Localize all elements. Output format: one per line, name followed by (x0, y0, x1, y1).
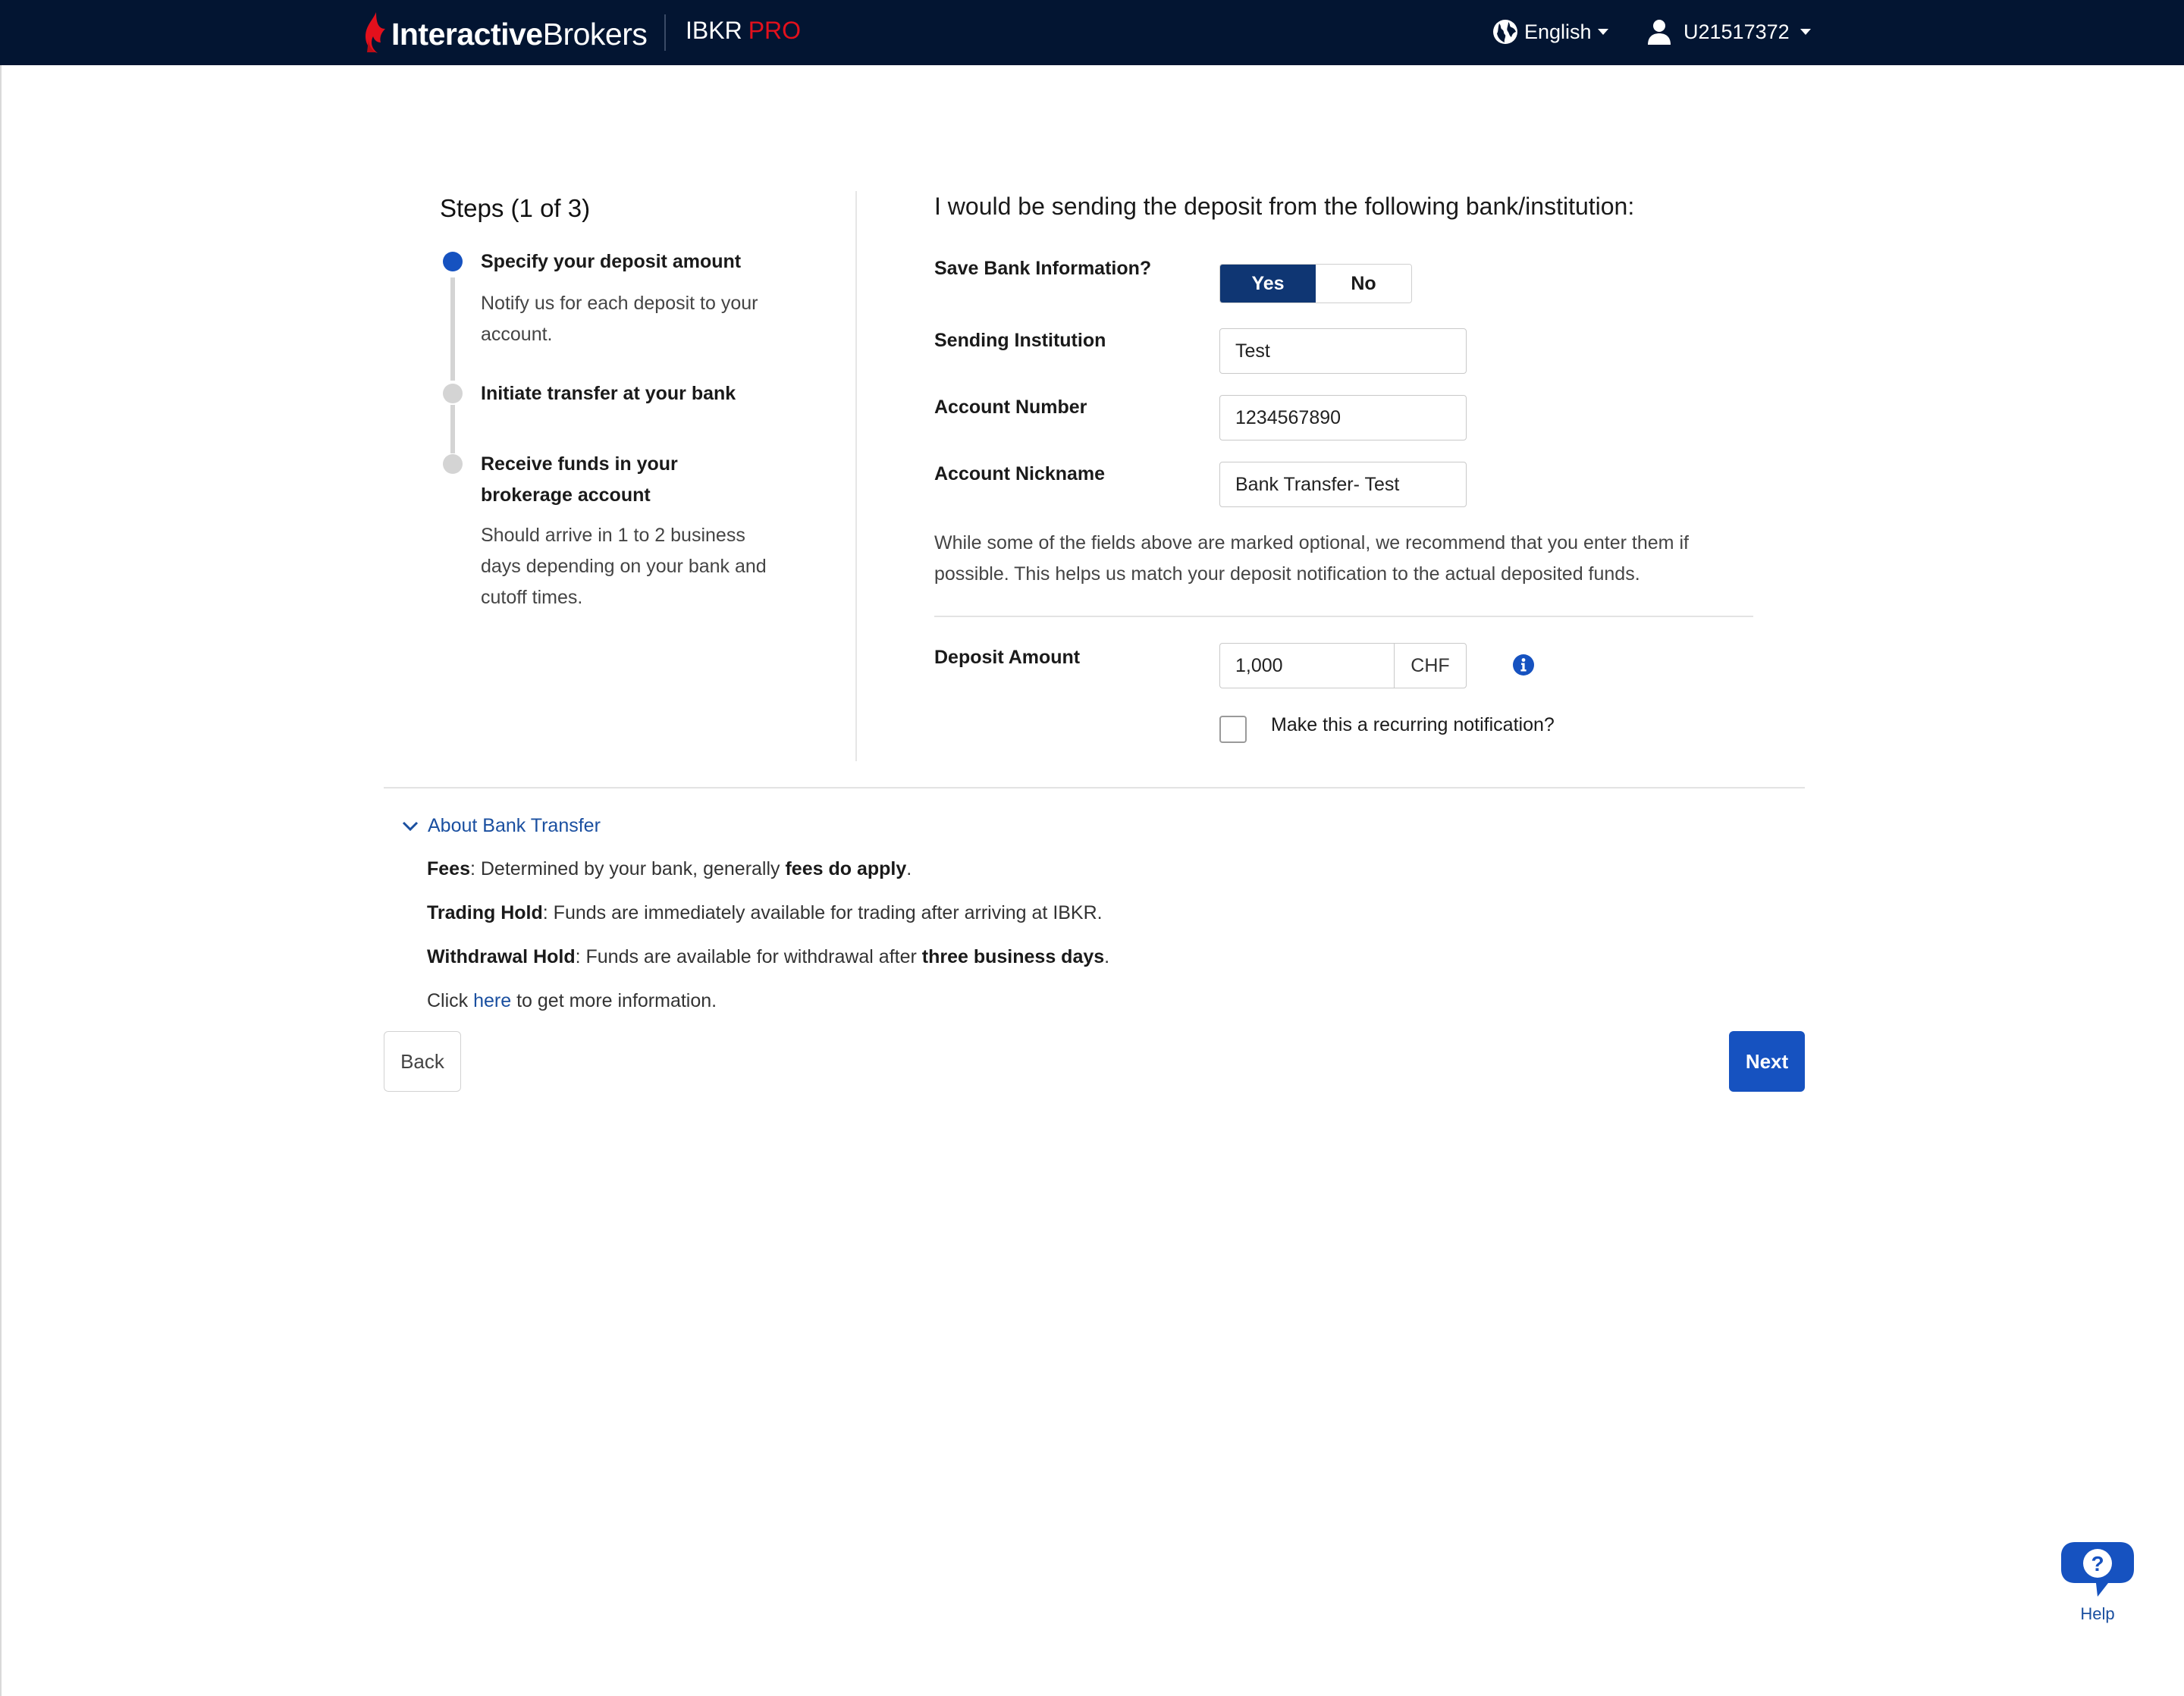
help-icon (2060, 1541, 2135, 1601)
about-bank-transfer-toggle[interactable] (402, 815, 601, 837)
sending-institution-label: Sending Institution (934, 330, 1106, 351)
brand-flame-icon (362, 12, 387, 53)
optional-fields-hint: While some of the fields above are marked optional, we recommend that you enter them if possible. This helps us match your deposit notification to the actual deposited funds. (934, 532, 1689, 585)
user-icon (1647, 19, 1671, 45)
account-dropdown[interactable] (1647, 15, 1811, 49)
step-3-indicator (443, 454, 463, 474)
step-3-label: Receive funds in your brokerage account (481, 453, 678, 506)
about-bank-transfer-label: About Bank Transfer (428, 815, 601, 836)
chevron-down-icon (1800, 29, 1811, 35)
account-id: U21517372 (1684, 20, 1790, 43)
svg-text:?: ? (2091, 1552, 2104, 1575)
currency-addon: CHF (1394, 643, 1467, 688)
save-no-button[interactable]: No (1316, 265, 1411, 303)
recurring-checkbox[interactable] (1219, 716, 1247, 743)
save-bank-label: Save Bank Information? (934, 258, 1152, 279)
chevron-down-icon (1598, 29, 1608, 35)
steps-title: Steps (1 of 3) (440, 194, 591, 222)
brand-name: InteractiveBrokers (391, 17, 648, 52)
language-label: English (1524, 20, 1592, 43)
account-nickname-input[interactable] (1219, 462, 1467, 507)
more-info-link[interactable]: here (473, 990, 512, 1011)
help-label: Help (2080, 1604, 2115, 1623)
chevron-down-icon (402, 821, 419, 832)
save-bank-toggle (1219, 264, 1412, 303)
step-1-description: Notify us for each deposit to your account. (481, 293, 758, 345)
form-heading: I would be sending the deposit from the following bank/institution: (934, 193, 1635, 220)
form-divider (934, 616, 1753, 617)
brand-separator (664, 14, 666, 51)
account-nickname-label: Account Nickname (934, 463, 1106, 484)
step-2-indicator (443, 384, 463, 403)
step-connector (450, 405, 455, 453)
column-divider (855, 191, 857, 761)
step-connector (450, 277, 455, 381)
back-button[interactable]: Back (384, 1031, 461, 1092)
step-2-label: Initiate transfer at your bank (481, 383, 736, 404)
help-button[interactable] (2060, 1541, 2138, 1625)
trading-hold-info: Trading Hold: Funds are immediately available for trading after arriving at IBKR. (427, 902, 1103, 923)
step-3-description: Should arrive in 1 to 2 business days depending on your bank and cutoff times. (481, 525, 767, 608)
step-1-indicator (443, 252, 463, 271)
more-info-line: Click here to get more information. (427, 990, 717, 1011)
account-number-label: Account Number (934, 397, 1087, 418)
info-icon[interactable] (1512, 654, 1535, 676)
window-edge (0, 65, 2, 1696)
deposit-amount-input[interactable] (1219, 643, 1394, 688)
top-navbar (0, 0, 2184, 65)
deposit-amount-label: Deposit Amount (934, 647, 1081, 668)
product-name: IBKR PRO (686, 17, 802, 44)
language-dropdown[interactable] (1492, 15, 1608, 49)
account-number-input[interactable] (1219, 395, 1467, 440)
withdrawal-hold-info: Withdrawal Hold: Funds are available for withdrawal after three business days. (427, 946, 1110, 967)
step-1-label: Specify your deposit amount (481, 251, 742, 272)
next-button[interactable]: Next (1729, 1031, 1805, 1092)
fees-info: Fees: Determined by your bank, generally fees do apply. (427, 858, 912, 879)
globe-icon (1492, 19, 1518, 45)
sending-institution-input[interactable] (1219, 328, 1467, 374)
recurring-label: Make this a recurring notification? (1271, 714, 1555, 735)
save-yes-button[interactable]: Yes (1220, 265, 1316, 303)
section-divider (384, 787, 1805, 788)
